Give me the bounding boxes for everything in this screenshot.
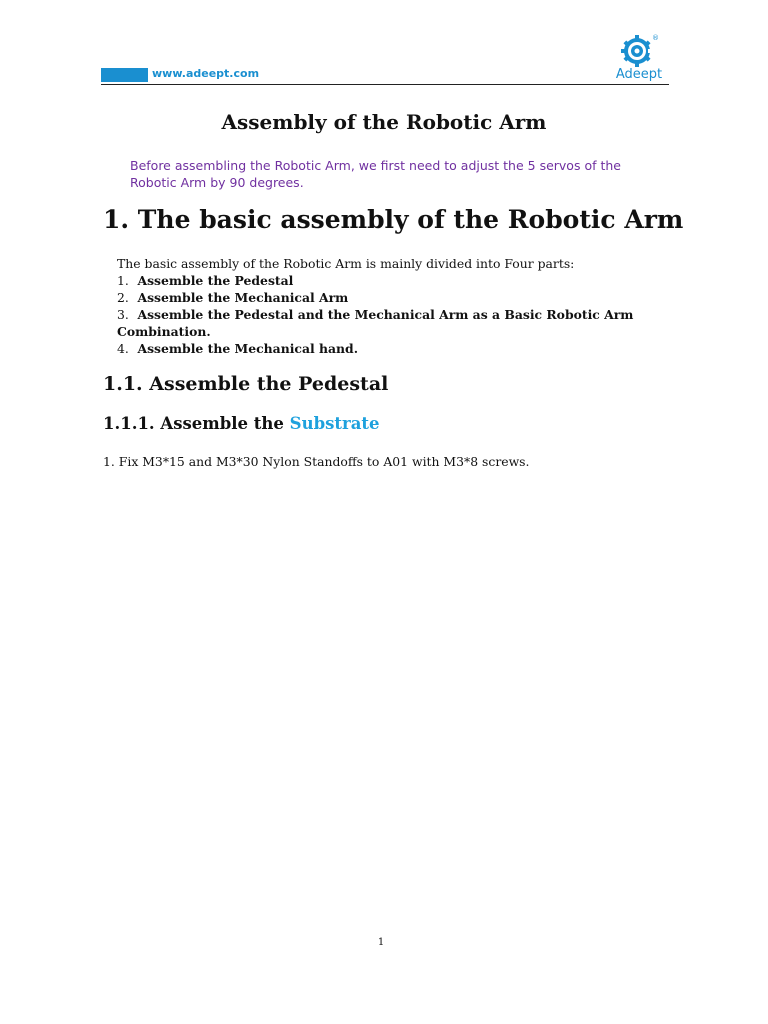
list-item	[117, 306, 657, 340]
intro-note: Before assembling the Robotic Arm, we first need to adjust the 5 servos of the Robotic Arm by 90 degrees.	[130, 158, 621, 190]
list-item-number: 1.	[117, 273, 129, 288]
list-item-text: Assemble the Mechanical Arm	[137, 290, 349, 305]
gear-icon	[608, 34, 670, 68]
parts-list	[117, 255, 657, 357]
section-heading-1: 1. The basic assembly of the Robotic Arm	[103, 205, 684, 234]
document-title: Assembly of the Robotic Arm	[221, 110, 547, 134]
list-item-number: 3.	[117, 307, 129, 322]
header-url[interactable]: www.adeept.com	[152, 67, 260, 80]
section-heading-1-1-1	[103, 414, 380, 433]
registered-mark: ®	[652, 34, 659, 42]
section-heading-1-1: 1.1. Assemble the Pedestal	[103, 373, 389, 395]
header-rule	[101, 84, 669, 85]
list-item-text: Assemble the Pedestal	[137, 273, 294, 288]
list-item-text: Assemble the Pedestal and the Mechanical Arm as a Basic Robotic Arm Combination.	[117, 307, 634, 339]
list-item-number: 2.	[117, 290, 129, 305]
list-item	[117, 289, 657, 306]
list-item	[117, 340, 657, 357]
step-1-text: 1. Fix M3*15 and M3*30 Nylon Standoffs to A01 with M3*8 screws.	[103, 454, 530, 469]
heading-prefix: 1.1.1. Assemble the	[103, 414, 290, 433]
list-item	[117, 272, 657, 289]
heading-highlight: Substrate	[289, 414, 380, 433]
page-number: 1	[377, 937, 385, 948]
logo-text: Adeept	[615, 67, 663, 82]
list-item-number: 4.	[117, 341, 129, 356]
adeept-logo	[608, 34, 670, 84]
parts-lead: The basic assembly of the Robotic Arm is mainly divided into Four parts:	[117, 256, 575, 271]
header-accent-bar	[101, 68, 148, 82]
list-item-text: Assemble the Mechanical hand.	[137, 341, 359, 356]
